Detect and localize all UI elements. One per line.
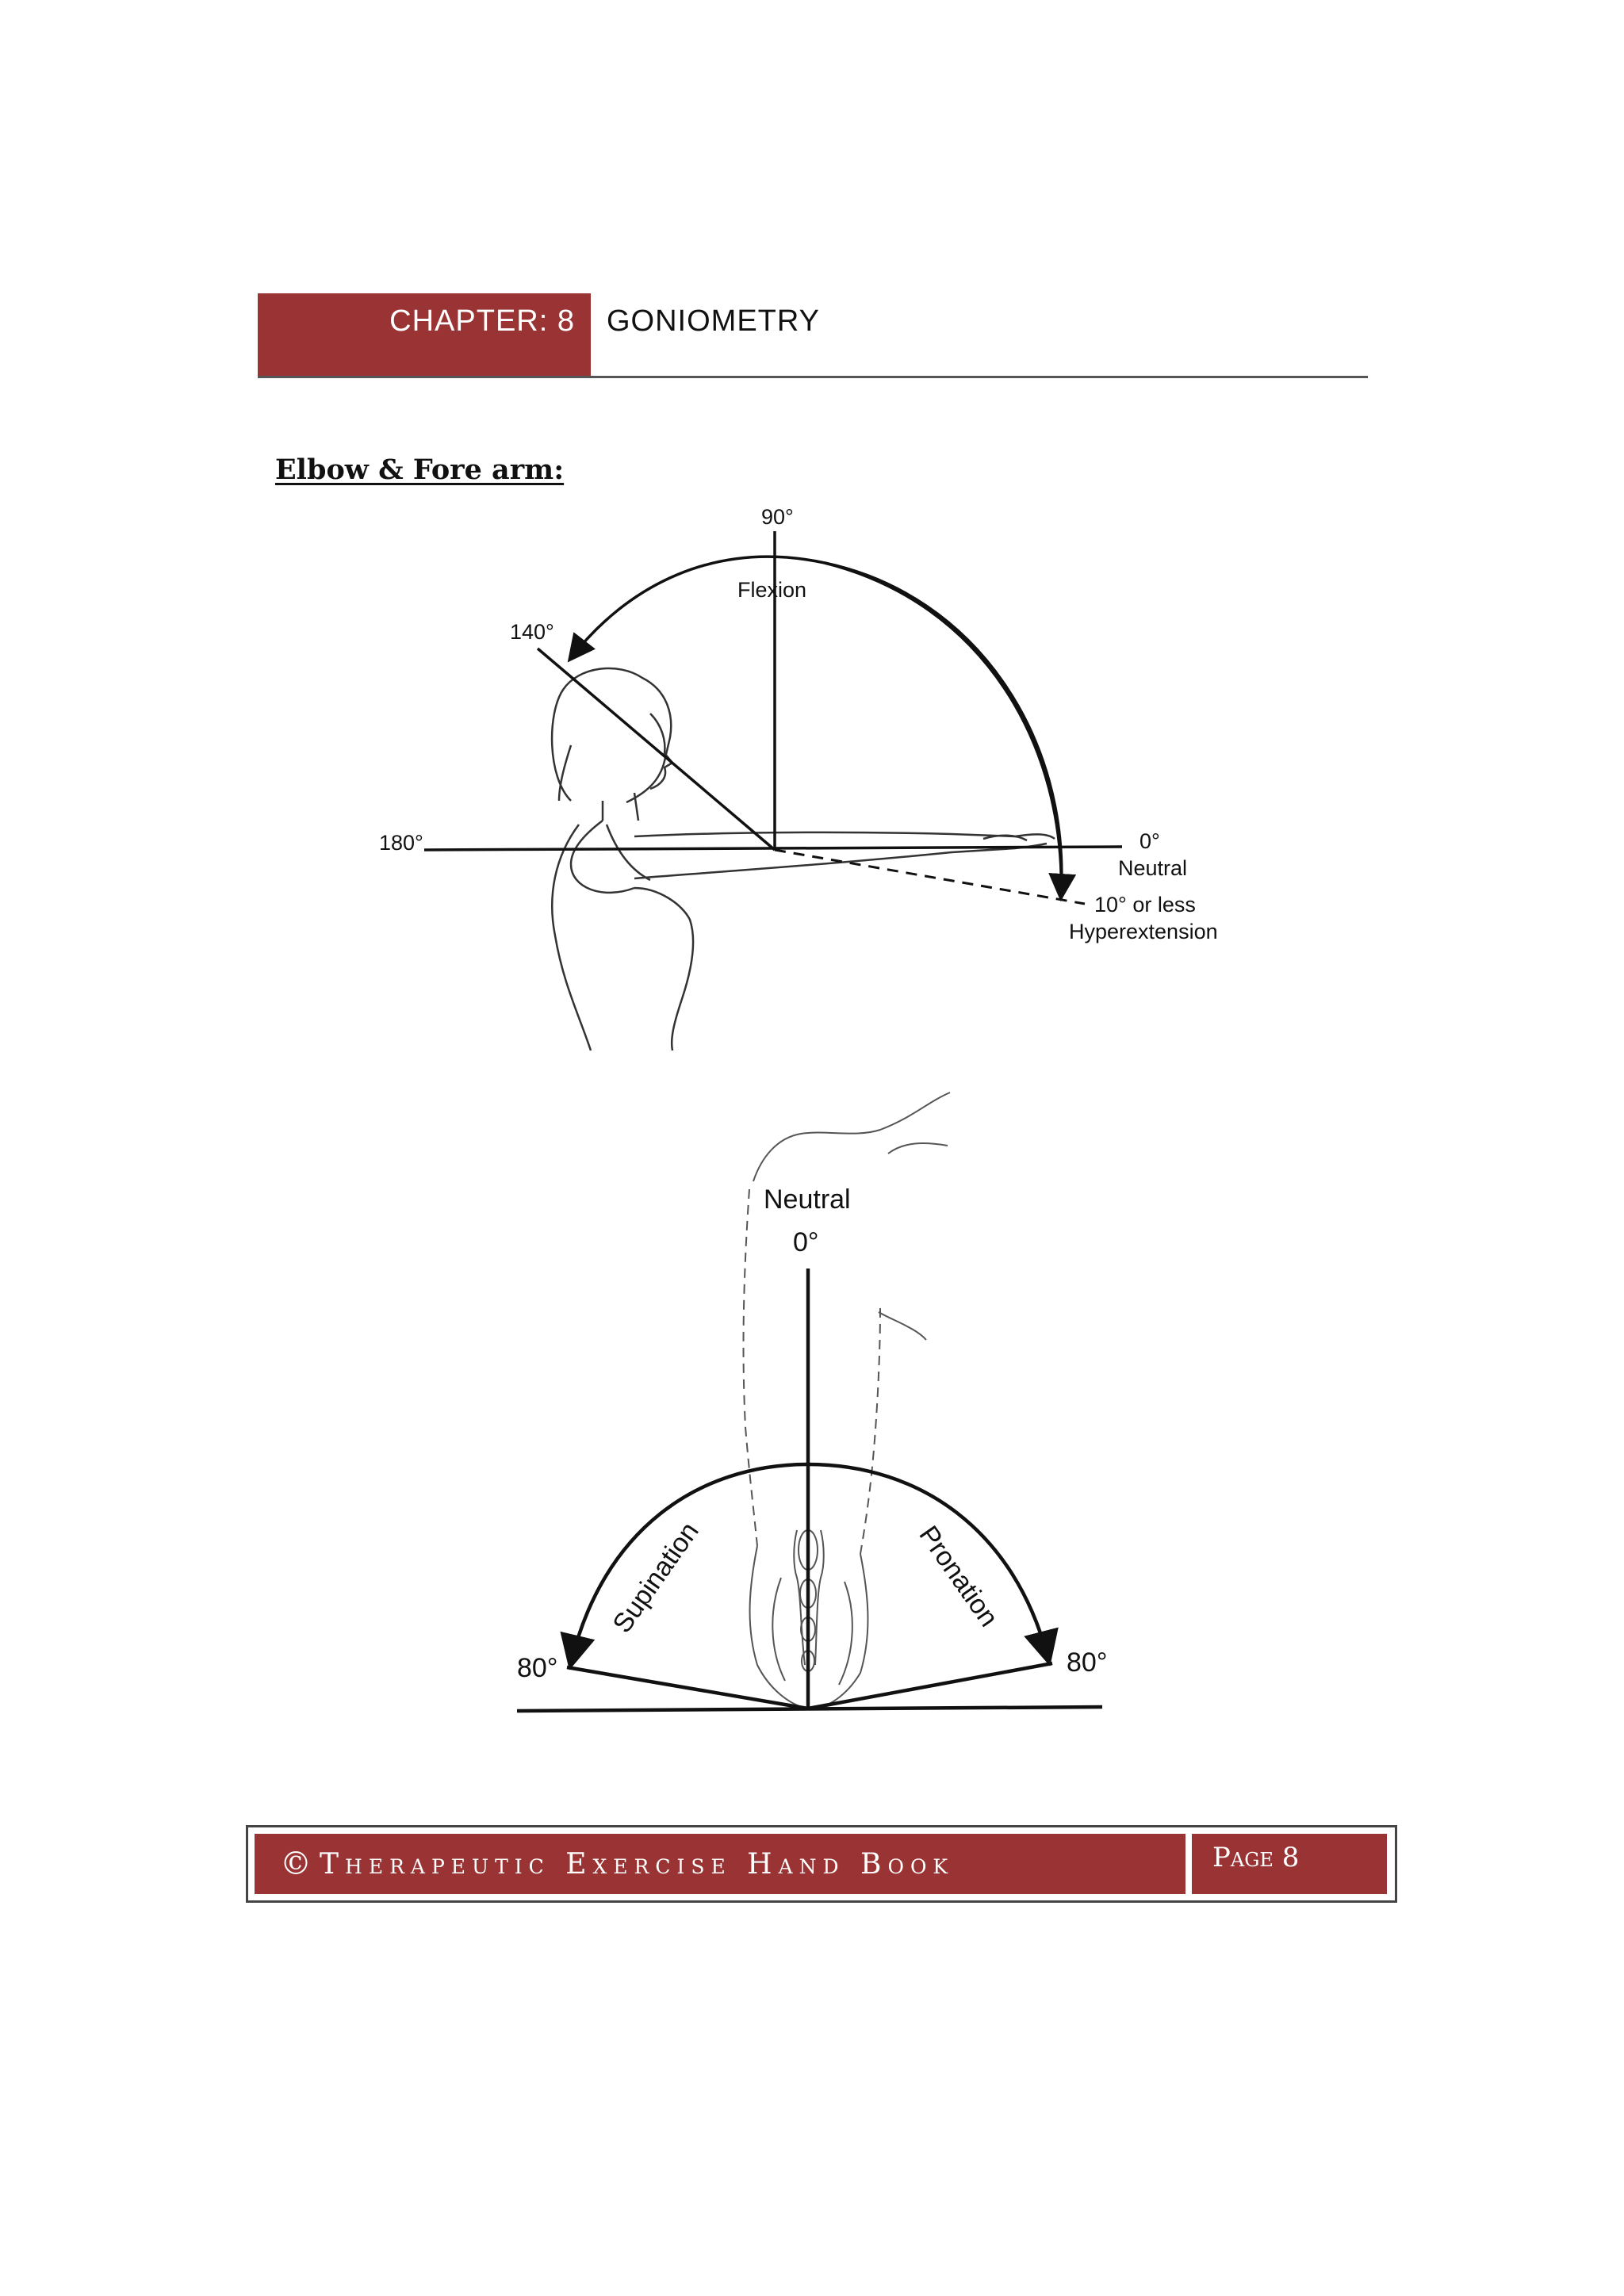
chapter-title: GONIOMETRY	[607, 304, 820, 338]
flexion-140-line	[538, 649, 775, 850]
supination-80-line	[567, 1667, 808, 1709]
elbow-flexion-figure	[379, 505, 1218, 1050]
label-supination: Supination	[607, 1517, 705, 1639]
page-footer	[246, 1825, 1397, 1903]
label-supination-80-deg: 80°	[517, 1653, 558, 1683]
label-pronation: Pronation	[913, 1520, 1005, 1632]
footer-book-title-box	[255, 1834, 1185, 1894]
footer-page-number: Page 8	[1192, 1834, 1387, 1894]
copyright-icon: ©	[280, 1846, 312, 1882]
label-neutral: Neutral	[1118, 856, 1188, 880]
label-90-deg: 90°	[761, 505, 794, 529]
hyperextension-line	[775, 850, 1085, 904]
pronation-arc	[808, 1464, 1048, 1659]
label-180-deg: 180°	[379, 831, 423, 855]
footer-book-title: Therapeutic Exercise Hand Book	[320, 1847, 955, 1881]
label-flexion: Flexion	[737, 578, 807, 602]
label-rotation-0-deg: 0°	[793, 1227, 819, 1257]
label-140-deg: 140°	[510, 620, 554, 644]
section-heading: Elbow & Fore arm:	[275, 453, 565, 486]
label-hyperextension-value: 10° or less	[1094, 893, 1196, 916]
forearm-rotation-figure	[517, 1093, 1107, 1711]
label-0-deg: 0°	[1139, 829, 1160, 853]
chapter-label: CHAPTER: 8	[258, 293, 591, 377]
label-rotation-neutral: Neutral	[764, 1184, 851, 1215]
label-pronation-80-deg: 80°	[1067, 1647, 1108, 1678]
label-hyperextension: Hyperextension	[1069, 920, 1218, 943]
